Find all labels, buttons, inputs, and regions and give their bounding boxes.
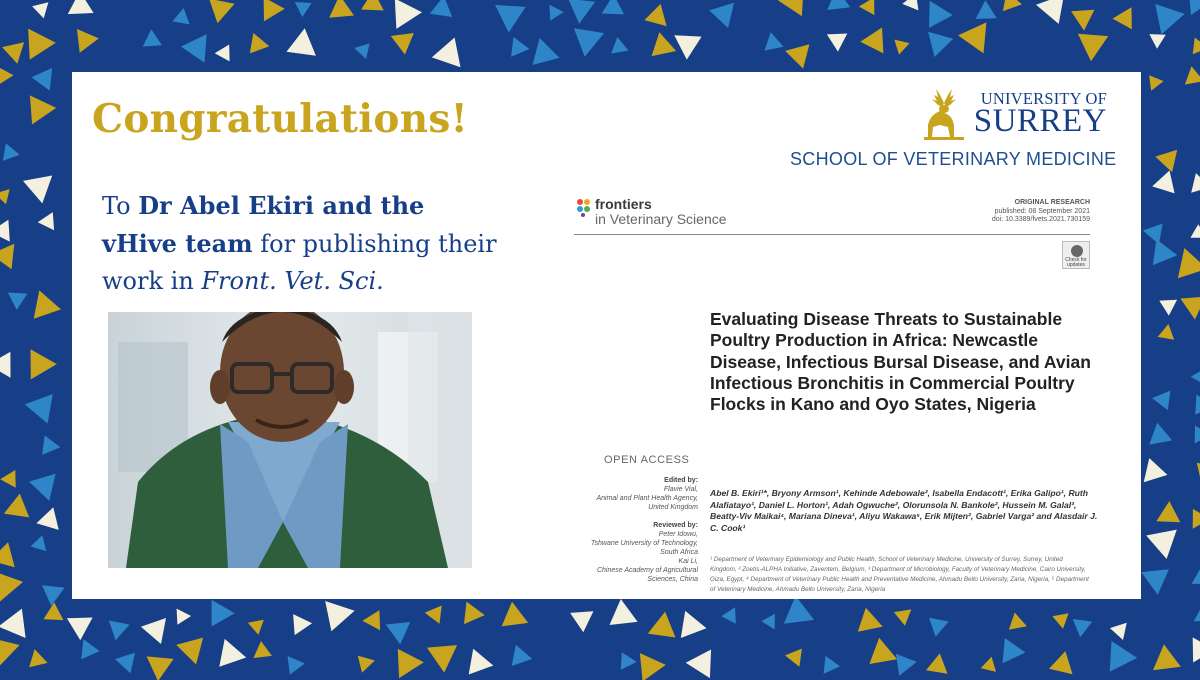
confetti-triangle	[31, 535, 47, 551]
confetti-triangle	[640, 653, 666, 680]
confetti-triangle	[1078, 34, 1108, 61]
confetti-triangle	[0, 352, 11, 378]
confetti-triangle	[38, 212, 54, 230]
frontiers-logo-icon	[574, 197, 594, 217]
confetti-triangle	[602, 0, 624, 14]
confetti-triangle	[858, 608, 883, 632]
confetti-triangle	[1149, 75, 1164, 91]
confetti-triangle	[894, 40, 909, 55]
confetti-triangle	[1153, 239, 1178, 265]
confetti-triangle	[1178, 248, 1200, 278]
confetti-triangle	[1190, 224, 1200, 238]
confetti-triangle	[29, 474, 56, 501]
congratulations-heading: Congratulations!	[92, 96, 469, 142]
confetti-triangle	[1185, 66, 1200, 84]
confetti-triangle	[361, 0, 384, 11]
confetti-triangle	[0, 470, 16, 488]
confetti-triangle	[329, 0, 354, 18]
confetti-triangle	[512, 645, 533, 666]
confetti-triangle	[1155, 4, 1184, 34]
confetti-triangle	[31, 68, 52, 91]
confetti-triangle	[3, 143, 20, 161]
confetti-triangle	[354, 43, 369, 59]
confetti-triangle	[29, 649, 47, 667]
confetti-triangle	[81, 639, 99, 659]
confetti-triangle	[785, 649, 802, 667]
confetti-triangle	[621, 652, 637, 670]
confetti-triangle	[295, 2, 312, 17]
confetti-triangle	[859, 0, 875, 15]
editor-line: Flavie Vial,	[663, 486, 698, 493]
confetti-triangle	[36, 507, 58, 530]
confetti-triangle	[395, 0, 422, 29]
confetti-triangle	[0, 244, 14, 270]
confetti-triangle	[215, 45, 230, 62]
confetti-triangle	[827, 0, 850, 10]
journal-subtitle: in Veterinary Science	[595, 211, 727, 227]
dedication-for: for publishing their work in	[102, 230, 497, 295]
confetti-triangle	[976, 0, 997, 19]
confetti-triangle	[1159, 300, 1177, 316]
confetti-triangle	[1195, 395, 1200, 415]
paper-front-page	[562, 184, 1102, 599]
confetti-triangle	[23, 176, 52, 204]
confetti-triangle	[250, 33, 269, 53]
confetti-triangle	[25, 394, 53, 423]
check-updates-icon	[1071, 245, 1083, 257]
confetti-triangle	[31, 349, 57, 379]
confetti-triangle	[761, 614, 775, 630]
reviewed-by-label: Reviewed by:	[653, 522, 698, 529]
confetti-triangle	[386, 622, 410, 644]
confetti-triangle	[176, 638, 203, 665]
edited-by-label: Edited by:	[664, 477, 698, 484]
surrey-text: SURREY	[973, 103, 1107, 139]
confetti-triangle	[143, 29, 162, 46]
confetti-triangle	[1073, 619, 1093, 637]
stag-icon	[920, 85, 968, 141]
confetti-triangle	[2, 42, 24, 64]
author-list: Abel B. Ekiri¹*, Bryony Armson¹, Kehinde Adebowale², Isabella Endacott¹, Erika Galipo¹, Ruth Alafiatayo¹, Daniel L. Horton¹, Adah Ogwuche², Olorunsola N. Bankole², Hussein M. Galal³, Beatty-Viv Maikai⁴, Mariana Dineva¹, Aliyu Wakawa⁵, Erik Mijten², Gabriel Varga² and Alasdair J. C. Cook¹	[710, 488, 1098, 533]
check-updates-label: Check for updates	[1065, 257, 1087, 268]
confetti-triangle	[1052, 613, 1068, 629]
confetti-triangle	[502, 602, 529, 627]
confetti-triangle	[181, 34, 207, 62]
confetti-triangle	[533, 38, 560, 65]
confetti-triangle	[115, 653, 135, 674]
confetti-triangle	[1149, 423, 1172, 445]
confetti-triangle	[902, 0, 918, 10]
paper-title: Evaluating Disease Threats to Sustainable Poultry Production in Africa: Newcastle Disease, Infectious Bursal Disease, and Avian Infectious Bronchitis in Commercial Poultry Flocks in Kano and Oyo States, Nigeria	[710, 309, 1091, 415]
editor-line: Animal and Plant Health Agency,	[596, 495, 698, 502]
reviewer-line: Sciences, China	[647, 576, 698, 583]
confetti-triangle	[0, 572, 23, 602]
confetti-triangle	[77, 29, 99, 53]
frontiers-name: frontiers	[595, 196, 652, 212]
confetti-triangle	[325, 601, 354, 631]
confetti-triangle	[358, 656, 375, 673]
confetti-triangle	[287, 28, 316, 55]
confetti-triangle	[709, 3, 734, 28]
confetti-triangle	[958, 22, 986, 53]
confetti-triangle	[1071, 10, 1094, 31]
doi: doi: 10.3389/fvets.2021.730159	[991, 216, 1090, 223]
dedication-names: Dr Abel Ekiri and the vHive team	[102, 191, 425, 258]
confetti-triangle	[894, 609, 911, 625]
confetti-triangle	[1036, 0, 1064, 24]
confetti-triangle	[644, 4, 666, 26]
confetti-triangle	[778, 0, 804, 16]
reviewer-line: Kai Li,	[678, 558, 698, 565]
confetti-triangle	[432, 38, 461, 68]
confetti-triangle	[1110, 641, 1138, 672]
confetti-triangle	[570, 611, 593, 632]
confetti-triangle	[427, 645, 457, 673]
confetti-triangle	[928, 32, 953, 57]
confetti-triangle	[929, 618, 949, 637]
confetti-triangle	[430, 0, 452, 17]
confetti-triangle	[1191, 369, 1200, 385]
confetti-triangle	[362, 610, 380, 630]
confetti-triangle	[1155, 150, 1177, 172]
dedication-to: To	[102, 192, 139, 220]
confetti-triangle	[1158, 324, 1175, 340]
confetti-triangle	[1113, 7, 1132, 29]
confetti-triangle	[391, 33, 414, 55]
reviewer-line: South Africa	[660, 549, 698, 556]
confetti-triangle	[1049, 651, 1073, 674]
school-name: SCHOOL OF VETERINARY MEDICINE	[790, 149, 1117, 169]
confetti-triangle	[264, 0, 285, 21]
reviewer-line: Peter Idowu,	[658, 531, 698, 538]
confetti-triangle	[674, 35, 701, 59]
confetti-triangle	[42, 585, 65, 606]
confetti-triangle	[0, 542, 15, 567]
confetti-triangle	[398, 649, 424, 678]
confetti-triangle	[785, 44, 809, 68]
confetti-triangle	[248, 620, 264, 635]
confetti-triangle	[648, 612, 676, 638]
confetti-triangle	[686, 650, 711, 679]
dedication-text	[102, 187, 502, 300]
confetti-triangle	[44, 602, 64, 620]
header-rule	[574, 234, 1090, 235]
confetti-triangle	[0, 67, 14, 84]
confetti-triangle	[293, 614, 312, 635]
confetti-triangle	[1153, 644, 1181, 670]
confetti-triangle	[254, 641, 272, 658]
confetti-triangle	[0, 220, 10, 242]
announcement-card	[72, 72, 1141, 599]
confetti-triangle	[869, 638, 897, 664]
confetti-triangle	[464, 602, 485, 625]
confetti-triangle	[1156, 501, 1180, 522]
confetti-triangle	[929, 1, 953, 28]
confetti-triangle	[574, 28, 604, 57]
confetti-triangle	[610, 599, 638, 625]
confetti-triangle	[469, 649, 494, 675]
confetti-triangle	[4, 494, 29, 518]
confetti-triangle	[568, 0, 595, 24]
confetti-triangle	[1193, 637, 1200, 662]
confetti-triangle	[8, 293, 28, 310]
confetti-triangle	[784, 596, 814, 624]
confetti-triangle	[926, 653, 948, 673]
confetti-triangle	[1149, 34, 1165, 49]
confetti-triangle	[896, 654, 917, 676]
confetti-triangle	[1193, 509, 1200, 529]
confetti-triangle	[219, 639, 246, 667]
confetti-triangle	[1003, 638, 1026, 663]
confetti-triangle	[1194, 598, 1200, 622]
confetti-triangle	[1191, 173, 1200, 193]
confetti-triangle	[1141, 569, 1169, 594]
confetti-triangle	[67, 618, 93, 641]
confetti-triangle	[1146, 530, 1177, 559]
reviewer-line: Tshwane University of Technology,	[590, 540, 698, 547]
confetti-triangle	[1181, 297, 1200, 320]
confetti-triangle	[652, 32, 677, 56]
confetti-triangle	[1192, 568, 1200, 584]
confetti-triangle	[109, 621, 130, 641]
confetti-triangle	[495, 5, 526, 33]
confetti-triangle	[765, 32, 784, 50]
confetti-triangle	[1009, 613, 1027, 630]
confetti-triangle	[1143, 224, 1163, 245]
university-of-text: UNIVERSITY OF	[980, 89, 1107, 108]
confetti-triangle	[172, 8, 189, 24]
reviewer-line: Chinese Academy of Agricultural	[596, 567, 698, 574]
confetti-triangle	[288, 656, 305, 675]
confetti-triangle	[721, 607, 736, 623]
confetti-triangle	[28, 29, 56, 60]
published-date: published: 08 September 2021	[994, 208, 1090, 215]
confetti-triangle	[611, 37, 628, 54]
portrait-photo	[108, 312, 472, 568]
confetti-triangle	[511, 37, 529, 57]
open-access-label: OPEN ACCESS	[604, 454, 690, 466]
confetti-triangle	[425, 606, 442, 624]
confetti-triangle	[1193, 38, 1200, 55]
confetti-triangle	[141, 618, 166, 644]
confetti-triangle	[177, 609, 192, 625]
confetti-triangle	[1189, 0, 1200, 15]
confetti-triangle	[42, 435, 60, 455]
confetti-triangle	[681, 611, 707, 638]
confetti-triangle	[824, 656, 841, 674]
confetti-triangle	[981, 657, 996, 672]
confetti-triangle	[0, 609, 26, 638]
affiliations: ¹ Department of Veterinary Epidemiology and Public Health, School of Veterinary Medicine, University of Surrey, Surrey, United Kingdom, ² Zoetis-ALPHA Initiative, Zaventem, Belgium, ³ Department of Microbiology, Faculty of Veterinary Medicine, Cairo University, Giza, Egypt, ⁴ Department of Veterinary Public Health and Preventative Medicine, Ahmadu Bello University, Zaria, Nigeria, ⁵ Department of Veterinary Medicine, Ahmadu Bello University, Zaria, Nigeria	[710, 556, 1089, 593]
confetti-triangle	[1003, 0, 1022, 11]
confetti-triangle	[0, 638, 20, 665]
article-type: ORIGINAL RESEARCH	[1014, 199, 1090, 206]
confetti-triangle	[32, 2, 48, 18]
confetti-triangle	[30, 95, 56, 124]
confetti-triangle	[1195, 426, 1200, 444]
confetti-triangle	[827, 34, 847, 52]
check-for-updates-badge	[1062, 241, 1090, 269]
confetti-triangle	[34, 290, 61, 318]
confetti-triangle	[209, 0, 235, 23]
confetti-triangle	[1152, 391, 1170, 411]
university-of-surrey-logo	[920, 85, 1110, 141]
dedication-journal: Front. Vet. Sci.	[201, 267, 384, 295]
confetti-triangle	[549, 5, 563, 21]
confetti-triangle	[860, 28, 883, 54]
confetti-triangle	[1110, 623, 1127, 640]
confetti-triangle	[147, 656, 174, 680]
confetti-triangle	[1144, 458, 1168, 482]
confetti-triangle	[68, 0, 94, 14]
confetti-triangle	[0, 189, 10, 204]
confetti-triangle	[1152, 171, 1174, 194]
confetti-triangle	[212, 600, 235, 627]
editor-line: United Kingdom	[648, 504, 698, 511]
